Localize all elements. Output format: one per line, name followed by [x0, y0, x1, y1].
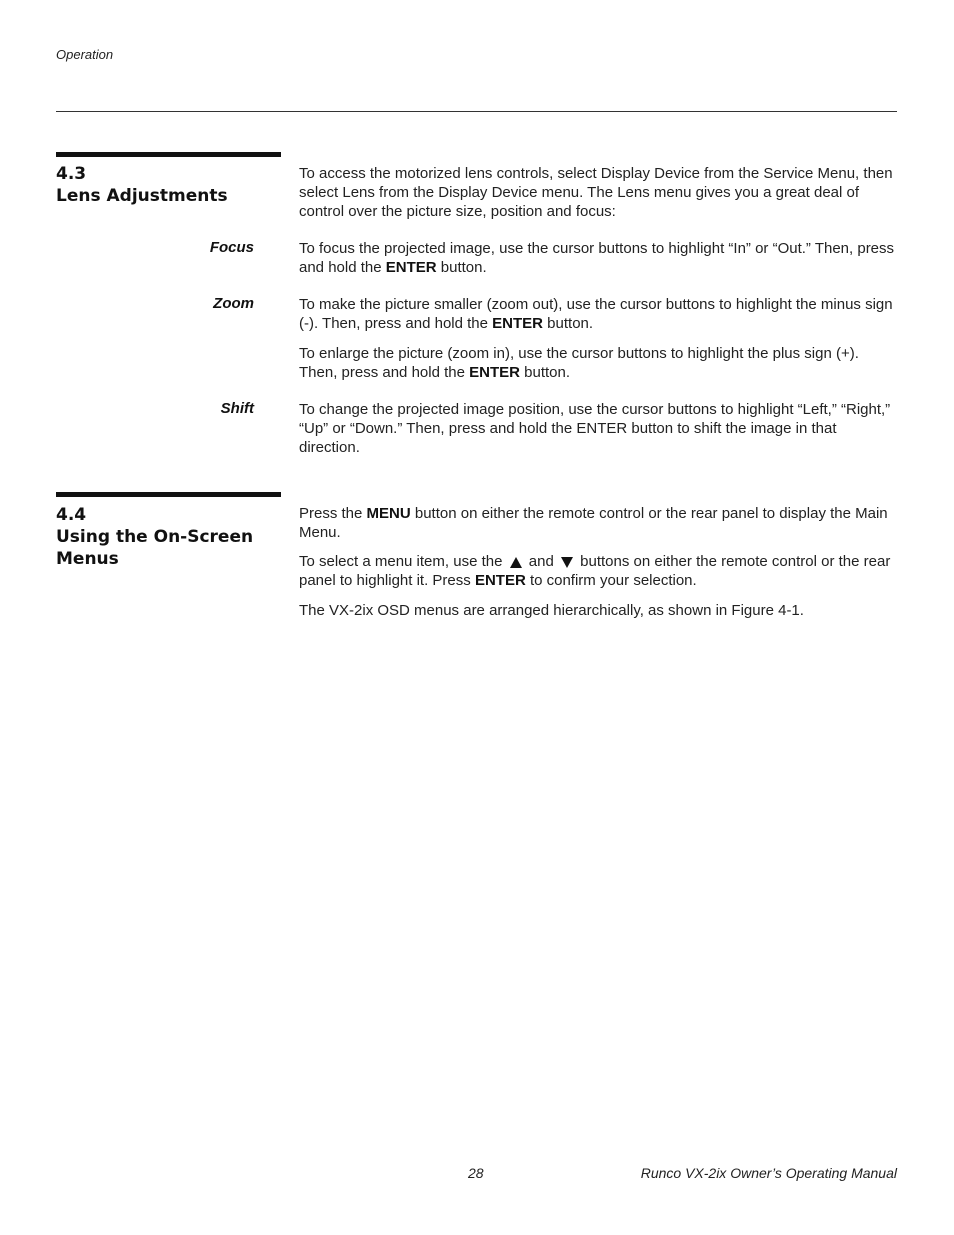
- zoom-paragraph-2: [299, 344, 899, 382]
- text-run: button.: [543, 315, 594, 332]
- enter-keyword: ENTER: [492, 315, 544, 332]
- focus-paragraph: [299, 239, 899, 277]
- page-number: 28: [468, 1165, 484, 1181]
- down-arrow-icon: [561, 557, 573, 568]
- up-arrow-icon: [510, 557, 522, 568]
- shift-paragraph: To change the projected image position, use the cursor buttons to highlight “Left,” “Right,” “Up” or “Down.” Then, press and hold the ENTER button to shift the image in that direction.: [299, 401, 891, 456]
- zoom-label: Zoom: [213, 295, 254, 312]
- section-title: Lens Adjustments: [56, 186, 228, 206]
- text-run: To make the picture smaller (zoom out), use the cursor buttons to highlight the minus sign (-). Then, press and hold the: [299, 296, 893, 332]
- section-title-line-2: Menus: [56, 549, 119, 569]
- text-run: To focus the projected image, use the cursor buttons to highlight “In” or “Out.” Then, press and hold the: [299, 240, 895, 276]
- text-run: To enlarge the picture (zoom in), use the cursor buttons to highlight the plus sign (+). Then, press and hold the: [299, 345, 859, 381]
- text-run: button.: [519, 364, 571, 381]
- text-run: buttons on either the remote control or the rear panel to highlight it. Press: [299, 553, 891, 589]
- section-number: 4.3: [56, 164, 87, 184]
- text-run: Press the: [299, 505, 367, 522]
- text-run: To select a menu item, use the: [299, 553, 507, 570]
- enter-keyword: ENTER: [474, 572, 526, 589]
- running-header: Operation: [56, 47, 114, 62]
- menu-keyword: MENU: [366, 505, 411, 522]
- section-4-4-heading: [56, 504, 281, 570]
- footer-doc-title: Runco VX-2ix Owner’s Operating Manual: [640, 1165, 897, 1181]
- focus-label: Focus: [209, 239, 254, 256]
- section-4-3-bar: [56, 152, 281, 157]
- menu-paragraph-2: [299, 552, 899, 590]
- zoom-paragraph-1: [299, 295, 899, 333]
- text-run: and: [524, 553, 558, 570]
- text-run: to confirm your selection.: [525, 572, 697, 589]
- lens-intro-paragraph: To access the motorized lens controls, select Display Device from the Service Menu, then select Lens from the Display Device menu. The Lens menu gives you a great deal of control over the picture size, position and focus:: [299, 165, 893, 220]
- enter-keyword: ENTER: [469, 364, 520, 381]
- section-title-line-1: Using the On-Screen: [56, 527, 254, 547]
- enter-keyword: ENTER: [385, 259, 437, 276]
- text-run: button on either the remote control or the rear panel to display the Main Menu.: [299, 505, 888, 541]
- text-run: button.: [436, 259, 487, 276]
- section-4-3-heading: [56, 163, 281, 207]
- section-number: 4.4: [56, 505, 87, 525]
- menu-paragraph-1: [299, 504, 899, 542]
- shift-label: Shift: [220, 400, 254, 417]
- menu-paragraph-3: The VX-2ix OSD menus are arranged hierarchically, as shown in Figure 4-1.: [299, 602, 804, 619]
- header-rule: [56, 111, 897, 112]
- section-4-4-bar: [56, 492, 281, 497]
